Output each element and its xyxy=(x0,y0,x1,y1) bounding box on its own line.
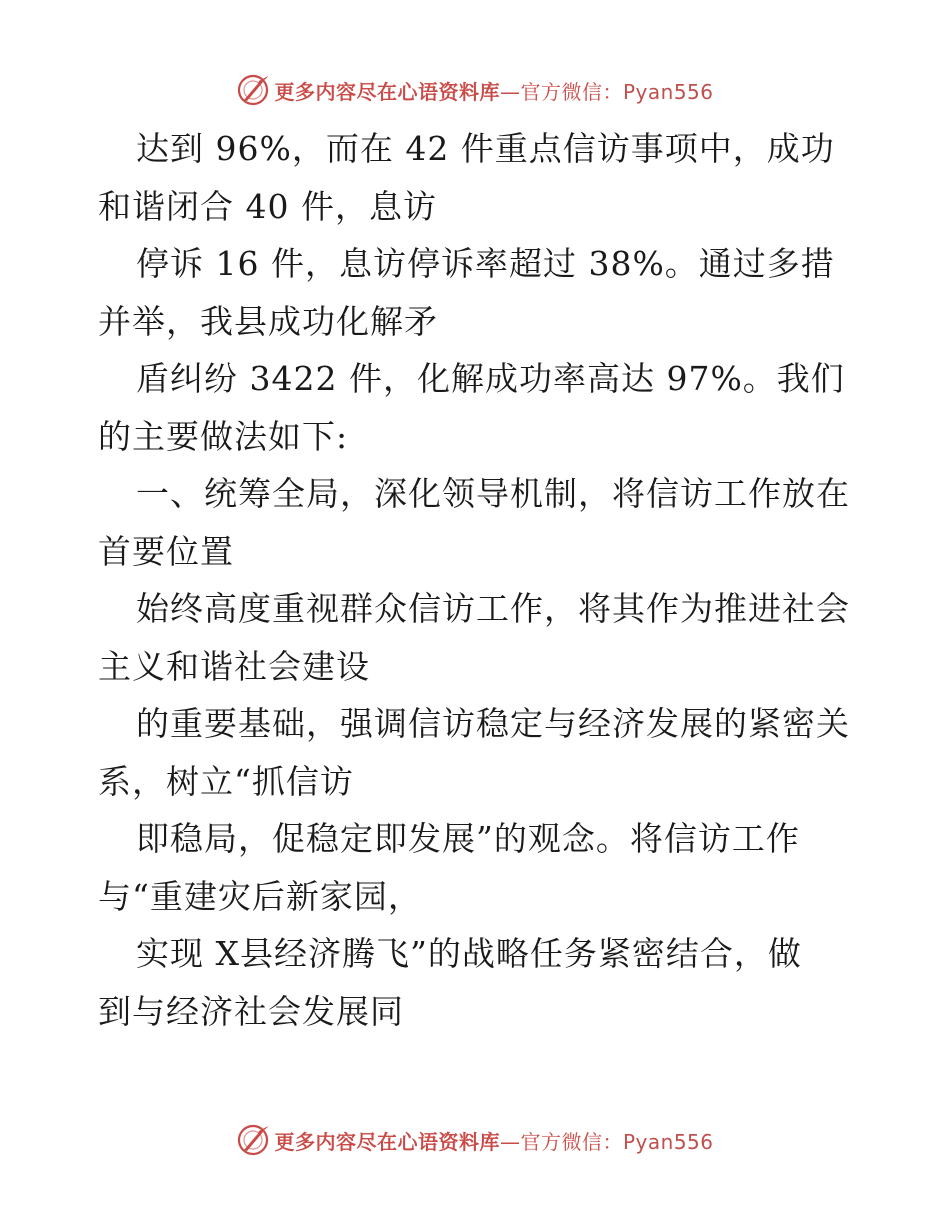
watermark-dash: — xyxy=(499,79,521,104)
section-heading-cont: 首要位置 xyxy=(98,531,234,571)
quill-logo-icon xyxy=(236,73,270,107)
body-line: 与“重建灾后新家园， xyxy=(98,876,422,916)
body-line: 系，树立“抓信访 xyxy=(98,761,354,801)
section-heading: 一、统筹全局，深化领导机制，将信访工作放在 xyxy=(136,474,850,513)
body-line: 和谐闭合 40 件，息访 xyxy=(98,186,437,226)
footer-watermark xyxy=(0,1120,950,1160)
body-line: 主义和谐社会建设 xyxy=(98,646,370,686)
body-line: 达到 96%，而在 42 件重点信访事项中，成功 xyxy=(136,129,835,168)
header-watermark xyxy=(0,70,950,110)
document-body xyxy=(98,120,858,1040)
watermark-wechat-id: Pyan556 xyxy=(622,1129,714,1154)
body-line: 的重要基础，强调信访稳定与经济发展的紧密关 xyxy=(136,704,850,743)
body-line: 实现 X县经济腾飞”的战略任务紧密结合，做 xyxy=(136,934,802,973)
watermark-wechat-label: 官方微信： xyxy=(520,1129,623,1154)
body-line: 到与经济社会发展同 xyxy=(98,991,404,1031)
watermark-dash: — xyxy=(499,1129,521,1154)
body-line: 盾纠纷 3422 件，化解成功率高达 97%。我们 xyxy=(136,359,845,398)
body-line: 即稳局，促稳定即发展”的观念。将信访工作 xyxy=(136,819,800,858)
watermark-wechat-label: 官方微信： xyxy=(520,79,623,104)
body-line: 并举，我县成功化解矛 xyxy=(98,301,438,341)
body-line: 始终高度重视群众信访工作，将其作为推进社会 xyxy=(136,589,850,628)
body-line: 停诉 16 件，息访停诉率超过 38%。通过多措 xyxy=(136,244,835,283)
body-line: 的主要做法如下: xyxy=(98,416,349,456)
quill-logo-icon xyxy=(236,1123,270,1157)
watermark-title: 更多内容尽在心语资料库 xyxy=(274,79,500,104)
watermark-wechat-id: Pyan556 xyxy=(622,79,714,104)
watermark-title: 更多内容尽在心语资料库 xyxy=(274,1129,500,1154)
